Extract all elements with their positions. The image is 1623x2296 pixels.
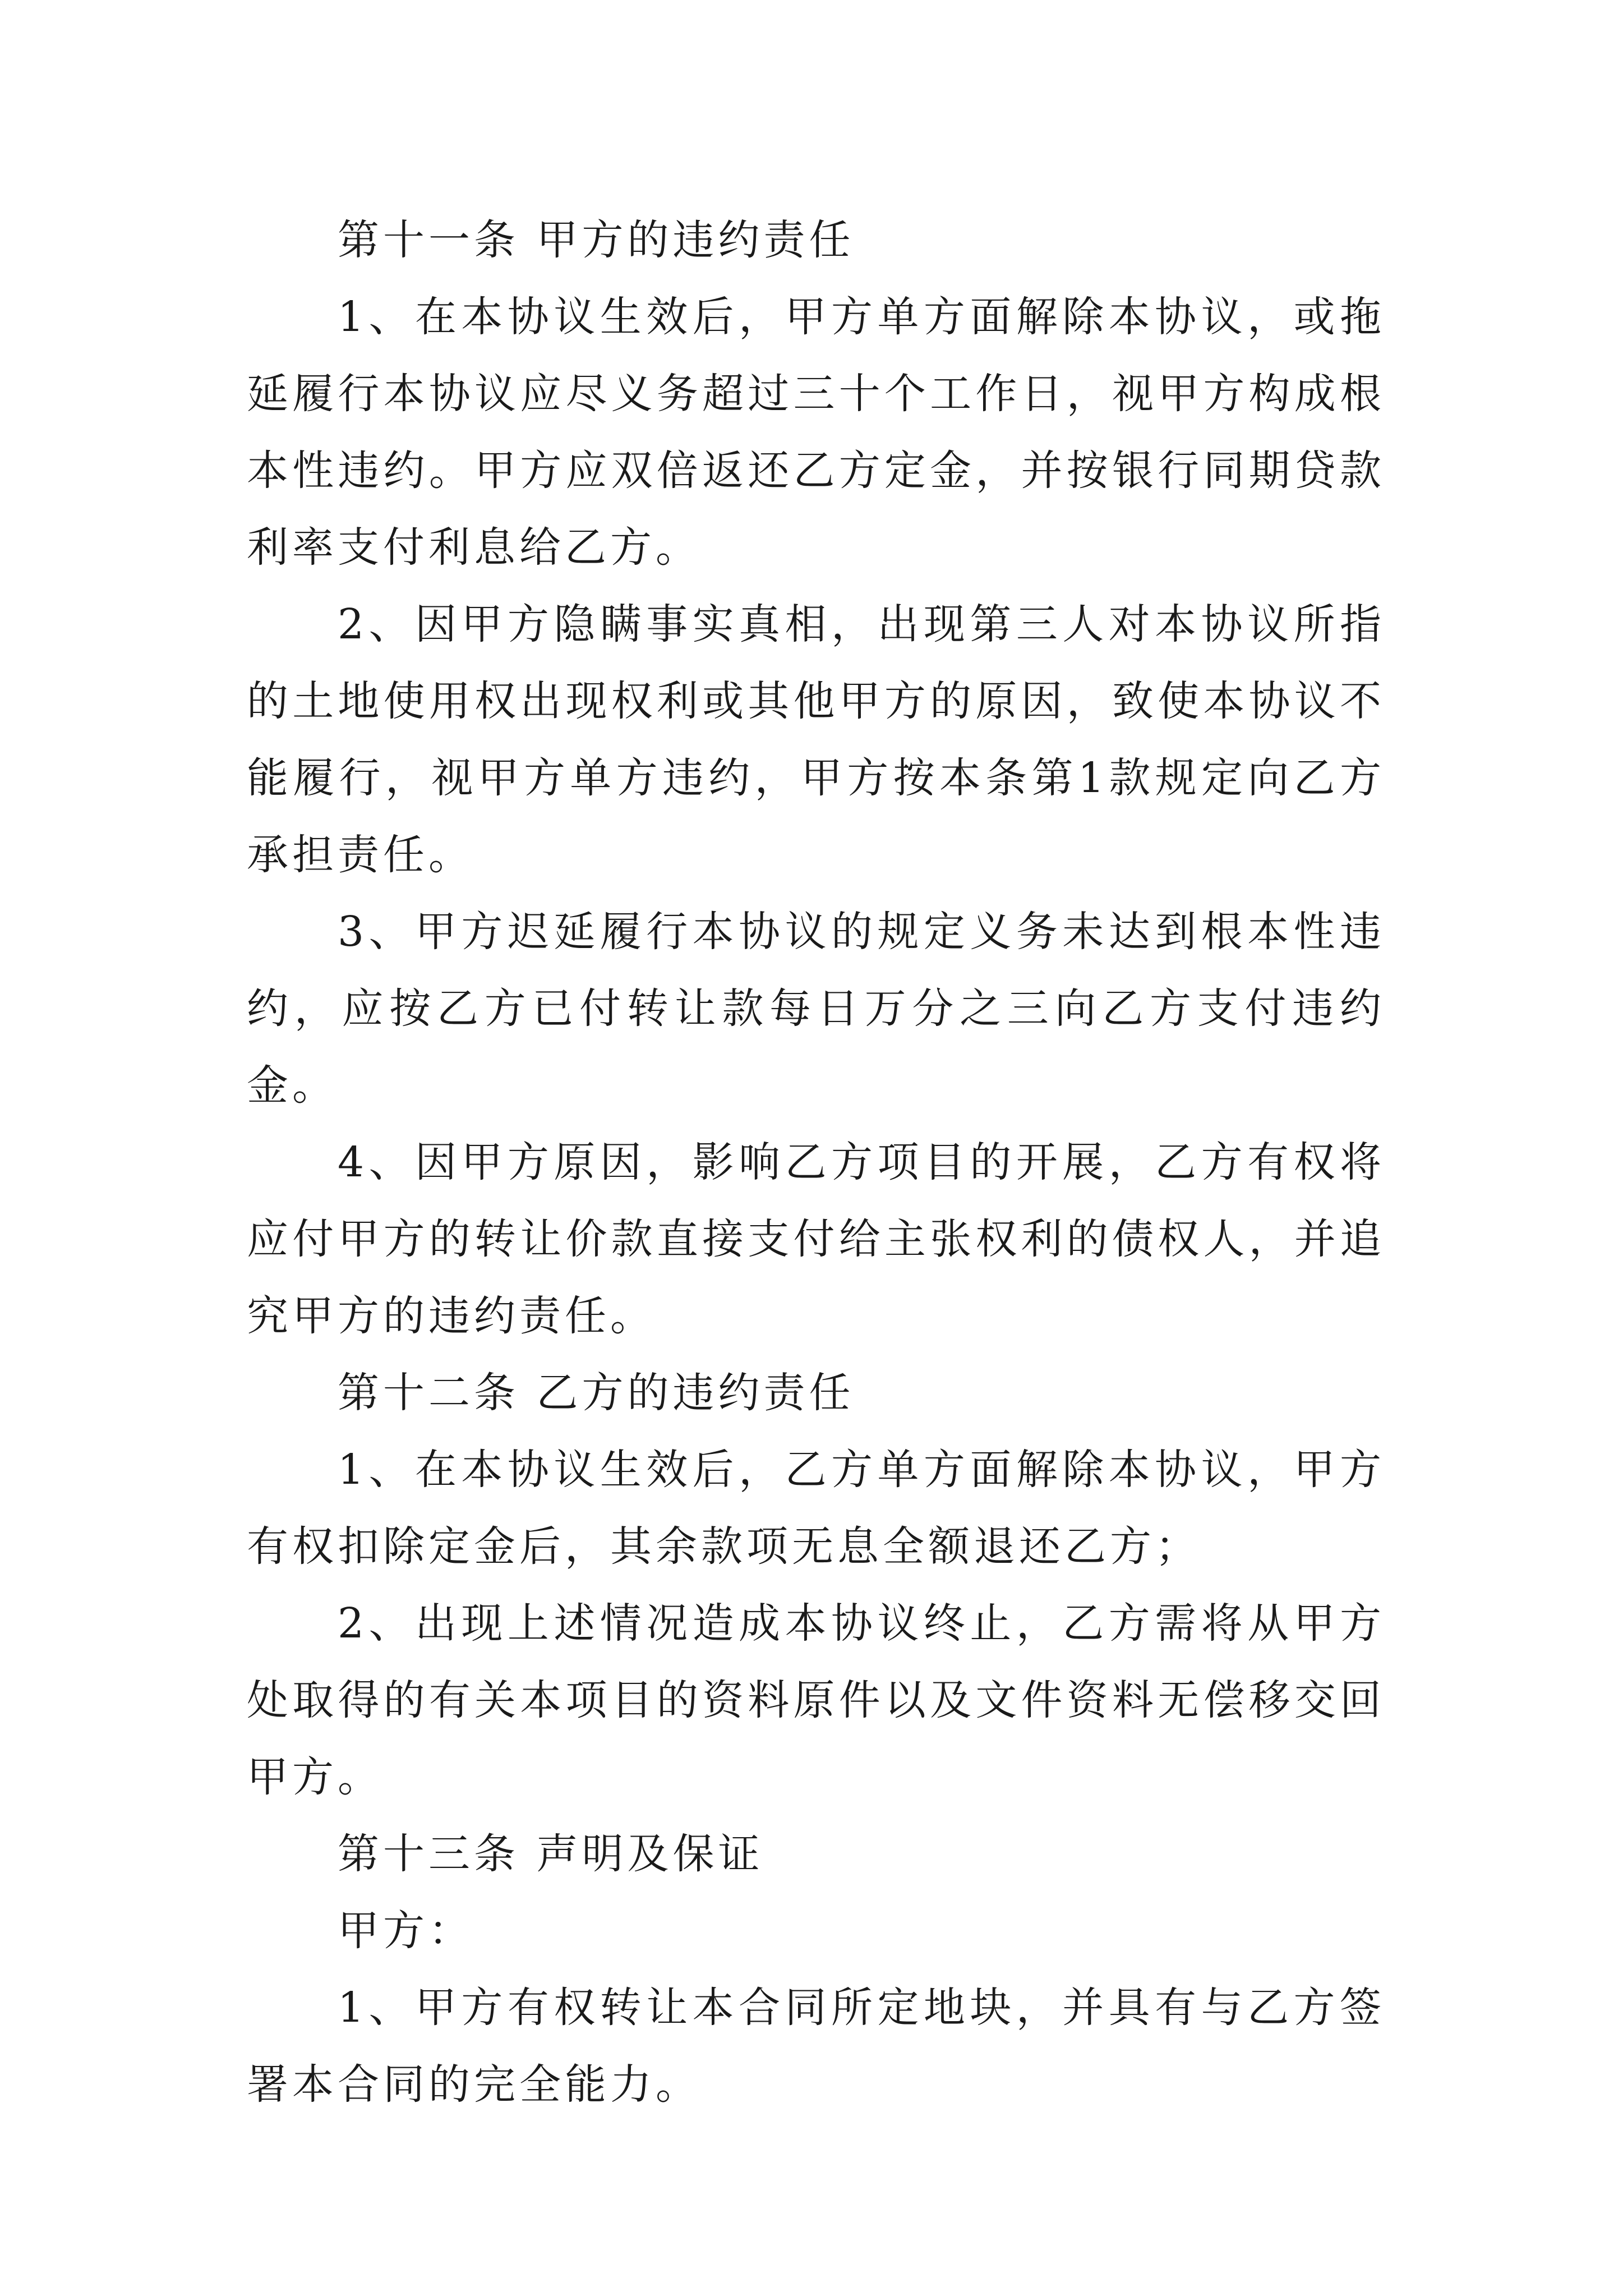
article-11-heading: 第十一条 甲方的违约责任 (338, 216, 855, 264)
document-body (247, 202, 1385, 2123)
party-a-label: 甲方： (338, 1907, 474, 1955)
article-12-clause-1: 1、在本协议生效后，乙方单方面解除本协议，甲方有权扣除定金后，其余款项无息全额退还乙方； (247, 1446, 1385, 1571)
article-11-clause-2: 2、因甲方隐瞒事实真相，出现第三人对本协议所指的土地使用权出现权利或其他甲方的原因，致使本协议不能履行，视甲方单方违约，甲方按本条第1款规定向乙方承担责任。 (247, 600, 1385, 879)
article-11-clause-4: 4、因甲方原因，影响乙方项目的开展，乙方有权将应付甲方的转让价款直接支付给主张权利的债权人，并追究甲方的违约责任。 (247, 1138, 1385, 1340)
article-13-clause-1: 1、甲方有权转让本合同所定地块，并具有与乙方签署本合同的完全能力。 (247, 1984, 1385, 2109)
article-11-clause-3: 3、甲方迟延履行本协议的规定义务未达到根本性违约，应按乙方已付转让款每日万分之三向乙方支付违约金。 (247, 908, 1385, 1110)
article-12-clause-2: 2、出现上述情况造成本协议终止，乙方需将从甲方处取得的有关本项目的资料原件以及文件资料无偿移交回甲方。 (247, 1599, 1385, 1801)
article-13-heading: 第十三条 声明及保证 (338, 1830, 764, 1878)
article-12-heading: 第十二条 乙方的违约责任 (338, 1369, 855, 1417)
article-11-clause-1: 1、在本协议生效后，甲方单方面解除本协议，或拖延履行本协议应尽义务超过三十个工作日，视甲方构成根本性违约。甲方应双倍返还乙方定金，并按银行同期贷款利率支付利息给乙方。 (247, 293, 1385, 572)
